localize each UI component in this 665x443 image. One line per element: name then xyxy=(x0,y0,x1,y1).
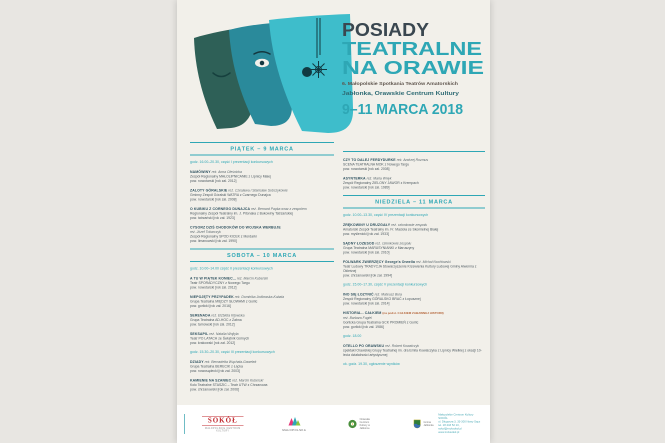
entry-title-line xyxy=(343,311,485,321)
day-header: NIEDZIELA – 11 MARCA xyxy=(343,195,485,209)
time-line: godz. 15.30–20.30, część III prezentacji konkursowych xyxy=(190,350,275,354)
entry-details xyxy=(343,297,485,306)
program-entry xyxy=(190,379,334,393)
entry-line: pow. krakowski [rok zał. 2012] xyxy=(190,341,236,345)
entry-details xyxy=(343,265,485,279)
entry-title: O KUBIKU Z CORNEGO DUNAJCA xyxy=(190,207,251,211)
program-entry xyxy=(190,360,334,374)
program-entry xyxy=(190,332,334,346)
entry-line: Teatr Ludowy TRADYCJA Stowarzyszenie Krzewienia Kultury Ludowej Gminy Alwernia z Okleśnej xyxy=(343,265,477,273)
footer-logo-strip xyxy=(177,405,490,443)
entry-line: Teatr PO LATACH ze Świątnik Górnych xyxy=(190,337,250,341)
program-entry xyxy=(343,177,485,191)
entry-director: reż. Józef Tokarczyk xyxy=(190,230,221,234)
footer-accent-bar xyxy=(184,414,185,434)
entry-details xyxy=(190,300,334,309)
entry-title: NAMÓWINY xyxy=(190,170,211,174)
entry-director: reż. Mateusz Bula xyxy=(374,293,402,297)
contact-line: Małopolskie Centrum Kultury SOKÓŁ xyxy=(438,413,474,420)
entry-details xyxy=(190,365,334,374)
entry-line: pow. tatrzański [rok zał. 1923] xyxy=(190,216,235,220)
entry-director: reż. Anna Oleśnicka xyxy=(211,170,242,174)
entry-line: Gorlicka Grupa Teatralna GCK PROMIEŃ z Gorlic xyxy=(343,321,419,325)
entry-director: reż. Czesława i Stanisław Sobczykowie xyxy=(228,189,288,193)
contact-line: tel. 18 443 52 10, sokol@mcksokol.pl xyxy=(438,424,462,431)
entry-title: CYSORZ DZIŚ CHODOKÓW DO WOJSKA WERBUJE xyxy=(190,226,281,230)
program-entry xyxy=(190,170,334,184)
entry-line: spektakl Orawskiej Grupy Teatralnej im. dra Emila Kowalczyka z Lipnicy Wielkiej z okazji 10-lecia działalności artystycznej xyxy=(343,349,482,357)
masks-graphic xyxy=(187,7,355,136)
poster-title-line2: TEATRALNE xyxy=(342,39,482,59)
entry-director: reż. członkowie zespołu xyxy=(375,242,412,246)
entry-title: ZRĘKOWINY U DRUZGAŁY xyxy=(343,223,391,227)
day-header: SOBOTA – 10 MARCA xyxy=(190,249,334,263)
entry-director: reż. Bernard Papka wraz z zespołem xyxy=(251,207,307,211)
entry-line: Grupa Teatralna BERECIK z Łącka xyxy=(190,365,243,369)
entry-line: Teatr SPORADYCZNY z Nowego Targu xyxy=(190,281,250,285)
entry-details xyxy=(190,383,334,392)
entry-line: Zespół Regionalny GÓRALSKO BRAĆ z Łopusznej xyxy=(343,297,421,301)
poster-background xyxy=(177,0,490,443)
entry-title-line xyxy=(190,226,334,235)
entry-line: Grupa Teatralna MIĘDZY SŁOWAMI z Gorlic xyxy=(190,300,258,304)
entry-title: A TU W PIĄTEK KONIEC... xyxy=(190,277,236,281)
poster-dates: 9–11 MARCA 2018 xyxy=(342,101,463,118)
entry-director: reż. Dominika Jodłowska-Kubala xyxy=(234,295,285,299)
entry-title: OTELLO PO ORAWSKU xyxy=(343,344,385,348)
entry-line: Grupa Teatralna MARUSYNIANKI z Maruszyny xyxy=(343,246,415,250)
entry-line: pow. tarnowski [rok zał. 2012] xyxy=(190,323,235,327)
program-entry xyxy=(343,311,485,330)
entry-note: (na podst. CAŁKIEM ZABAWNEJ HISTORII) xyxy=(382,312,444,315)
program-entry xyxy=(343,344,485,358)
program-entry xyxy=(343,158,485,172)
entry-line: pow. gorlicki [rok zał. 2016] xyxy=(190,304,231,308)
time-line: godz. 18.00 xyxy=(343,334,362,338)
entry-line: SCENA TEATRALNA MOK z Nowego Targu xyxy=(343,163,410,167)
entry-director: reż. Barbara Fugiel xyxy=(343,316,372,320)
entry-line: Zespół Regionalny SPOD KICEK z Mordarki xyxy=(190,235,257,239)
entry-line: pow. nowotarski [rok zał. 1989] xyxy=(343,186,390,190)
program-entry xyxy=(190,226,334,244)
entry-line: pow. nowotarski [rok zał. 2010] xyxy=(343,251,390,255)
entry-title: SERENADA xyxy=(190,314,211,318)
entry-title: ASYNTERKA xyxy=(343,177,366,181)
entry-director: reż. Andrzej Rozmus xyxy=(396,158,429,162)
entry-line: pow. limanowski [rok zał. 1990] xyxy=(190,239,237,243)
entry-line: pow. nowotarski [rok zał. 2014] xyxy=(343,302,390,306)
program-column-left xyxy=(190,139,334,397)
entry-details xyxy=(190,281,334,290)
sokol-logo-subtext: MAŁOPOLSKIE CENTRUM KULTURY xyxy=(205,427,241,432)
entry-details xyxy=(190,212,334,221)
time-line: godz. 16.00–20.30, część I prezentacji konkursowych xyxy=(190,160,273,164)
entry-line: pow. nowotarski [rok zał. 2012] xyxy=(190,286,237,290)
entry-line: pow. gorlicki [rok zał. 1986] xyxy=(343,325,384,329)
orawskie-centrum-logo-text xyxy=(360,418,377,430)
program-entry xyxy=(190,207,334,221)
entry-director: reż. Marcin Kuberski xyxy=(232,379,264,383)
gmina-crest-text: Gmina Jabłonka xyxy=(423,421,434,427)
program-entry xyxy=(190,189,334,203)
entry-details xyxy=(343,349,485,358)
program-entry xyxy=(343,293,485,307)
entry-title: SĄDNY ŁOZESOD xyxy=(343,242,375,246)
entry-line: pow. nowotarski [rok zał. 2008] xyxy=(343,167,390,171)
entry-title: DZIADY xyxy=(190,360,204,364)
entry-details xyxy=(190,318,334,327)
title-block xyxy=(338,15,486,123)
poster-subtitle: 6. Małopolskie Spotkania Teatrów Amatorskich xyxy=(342,82,448,87)
entry-line: pow. chrzanowski [rok zał. 2006] xyxy=(190,388,239,392)
entry-details xyxy=(343,163,485,172)
sokol-logo-text: SOKÓŁ xyxy=(202,416,243,426)
entry-title: FOLWARK ZWIERZĘCY George'a Orwella xyxy=(343,260,416,264)
time-line: godz. 10.00–13.30, część IV prezentacji konkursowych xyxy=(343,213,429,217)
entry-line: Gminny Zespół Góralski WATRA z Czarnego Dunajca xyxy=(190,193,271,197)
orawskie-centrum-logo xyxy=(348,418,377,430)
entry-details xyxy=(190,175,334,184)
entry-director: reż. Bernadetta Wąchała-Gawełek xyxy=(204,360,257,364)
entry-line: Zespół Regionalny ZIELONY JAWOR z Krempach xyxy=(343,181,419,185)
entry-details xyxy=(343,228,485,237)
entry-line: Koło Teatralne STASZIC – Teatr UTW z Chrzanowa xyxy=(190,383,268,387)
program-entry xyxy=(190,277,334,291)
sokol-logo xyxy=(202,416,243,432)
entry-line: Grupa Teatralna AD-HOC z Żabna xyxy=(190,318,242,322)
program-entry xyxy=(343,260,485,278)
entry-director: reż. Robert Kowalczyk xyxy=(385,344,419,348)
entry-details xyxy=(190,337,334,346)
entry-title: CZY TO DALEJ FERDYDURKE xyxy=(343,158,396,162)
entry-line: Regionalny Zespół Teatralny im. J. Pitonaka z Bukowiny Tatrzańskiej xyxy=(190,212,294,216)
program-entry xyxy=(343,223,485,237)
entry-director: reż. Maria Wnęk xyxy=(366,177,392,181)
gmina-crest-icon xyxy=(414,419,421,430)
entry-director: reż. Elżbieta Kijowska xyxy=(211,314,245,318)
gmina-crest-logo xyxy=(414,419,439,430)
program-entry xyxy=(190,295,334,309)
entry-line: Amatorski Zespół Teatralny im. Fr. Macioła ze Skomielnej Białej xyxy=(343,228,439,232)
entry-line: pow. nowotarski [rok zał. 2008] xyxy=(190,198,237,202)
contact-line: www.mcksokol.pl xyxy=(438,431,460,434)
poster-title-line1: POSIADY xyxy=(342,20,429,40)
entry-line: pow. myślenicki [rok zał. 1933] xyxy=(343,232,389,236)
poster-venue: Jabłonka, Orawskie Centrum Kultury xyxy=(342,91,460,97)
entry-director: reż. Michał Nochlowski xyxy=(416,260,451,264)
entry-line: pow. nowosądecki [rok zał. 2003] xyxy=(190,369,240,373)
entry-title: SEKSAPIL xyxy=(190,332,209,336)
logo-caption-line: Orawskie Centrum xyxy=(359,418,371,424)
entry-details xyxy=(190,235,334,244)
entry-director: reż. członkowie zespołu xyxy=(391,223,428,227)
time-line: godz. 15.00–17.30, część V prezentacji konkursowych xyxy=(343,283,428,287)
entry-title: INO SIĘ ŁOZYNIĆ xyxy=(343,293,374,297)
time-line: godz. 10.00–14.00 część II prezentacji konkursowych xyxy=(190,267,273,271)
orawskie-centrum-mark-icon xyxy=(348,419,357,430)
time-line: ok. godz. 19.30, ogłoszenie wyników xyxy=(343,362,400,366)
entry-details xyxy=(343,246,485,255)
malopolska-logo xyxy=(282,416,306,432)
entry-title: ZALOTY GÓRALSKIE xyxy=(190,189,228,193)
entry-director: reż. Natalia Wojtyła xyxy=(209,332,239,336)
entry-line: Zespół Regionalny MAŁOLIPNICANIE z Lipnicy Małej xyxy=(190,175,271,179)
entry-line: pow. chrzanowski [rok zał. 1994] xyxy=(343,274,392,278)
poster-title-line3: NA ORAWIE xyxy=(342,58,484,78)
day-header: PIĄTEK – 9 MARCA xyxy=(190,142,334,156)
program-column-right xyxy=(343,151,485,372)
program-entry xyxy=(190,314,334,328)
entry-line: pow. nowotarski [rok zał. 2012] xyxy=(190,179,237,183)
entry-title: HISTORIA... CAŁKIEM xyxy=(343,311,382,315)
program-entry xyxy=(343,242,485,256)
entry-title: KAMIENIE NA SZANIEC xyxy=(190,379,232,383)
footer-contact-block xyxy=(438,414,483,435)
malopolska-mark-icon xyxy=(288,416,301,425)
entry-details xyxy=(343,181,485,190)
contact-line: ul. Długosza 3, 33-300 Nowy Sącz xyxy=(438,420,481,424)
malopolska-logo-text: MAŁOPOLSKA xyxy=(282,428,307,432)
entry-details xyxy=(190,193,334,202)
entry-director: reż. Marcin Kuberski xyxy=(236,277,268,281)
entry-title: NIEPOJĘTY PRZYPADEK xyxy=(190,295,234,299)
logo-caption-line: Kultury w Jabłonce xyxy=(359,424,370,430)
entry-details xyxy=(343,321,485,330)
